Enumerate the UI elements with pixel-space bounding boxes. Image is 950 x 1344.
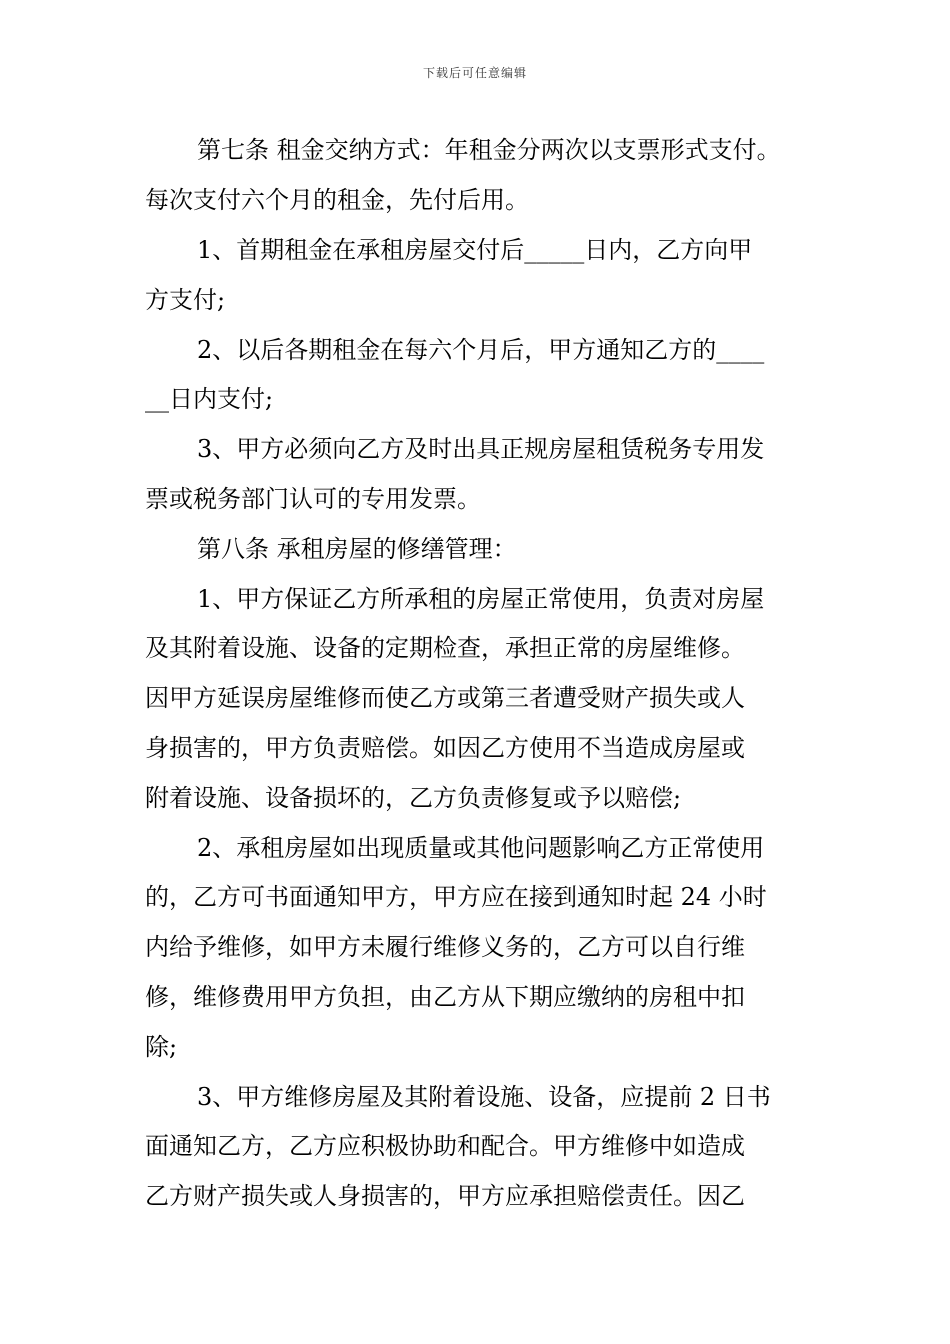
text-line: 除;	[145, 1033, 178, 1061]
text-line: 及其附着设施、设备的定期检查，承担正常的房屋维修。	[145, 634, 745, 662]
text-line: 1、首期租金在承租房屋交付后_____日内，乙方向甲	[197, 236, 753, 264]
text-line: 乙方财产损失或人身损害的，甲方应承担赔偿责任。因乙	[145, 1182, 745, 1210]
text-line: __日内支付;	[145, 385, 274, 413]
text-line: 方支付;	[145, 286, 226, 314]
text-line: 2、承租房屋如出现质量或其他问题影响乙方正常使用	[197, 834, 765, 862]
text-line: 因甲方延误房屋维修而使乙方或第三者遭受财产损失或人	[145, 684, 745, 712]
text-line: 身损害的，甲方负责赔偿。如因乙方使用不当造成房屋或	[145, 734, 745, 762]
text-line: 2、以后各期租金在每六个月后，甲方通知乙方的____	[197, 336, 765, 364]
text-line: 每次支付六个月的租金，先付后用。	[145, 186, 529, 214]
text-line: 修，维修费用甲方负担，由乙方从下期应缴纳的房租中扣	[145, 983, 745, 1011]
page-header: 下载后可任意编辑	[422, 66, 527, 80]
text-line: 面通知乙方，乙方应积极协助和配合。甲方维修中如造成	[145, 1132, 745, 1160]
text-line: 第七条 租金交纳方式：年租金分两次以支票形式支付。	[197, 136, 781, 164]
text-line: 3、甲方维修房屋及其附着设施、设备，应提前 2 日书	[197, 1083, 771, 1111]
text-line: 的，乙方可书面通知甲方，甲方应在接到通知时起 24 小时	[145, 883, 767, 911]
text-line: 3、甲方必须向乙方及时出具正规房屋租赁税务专用发	[197, 435, 765, 463]
text-line: 附着设施、设备损坏的，乙方负责修复或予以赔偿;	[145, 784, 682, 812]
text-line: 1、甲方保证乙方所承租的房屋正常使用，负责对房屋	[197, 585, 765, 613]
text-line: 第八条 承租房屋的修缮管理：	[197, 535, 517, 563]
text-line: 内给予维修，如甲方未履行维修义务的，乙方可以自行维	[145, 933, 745, 961]
text-line: 票或税务部门认可的专用发票。	[145, 485, 481, 513]
